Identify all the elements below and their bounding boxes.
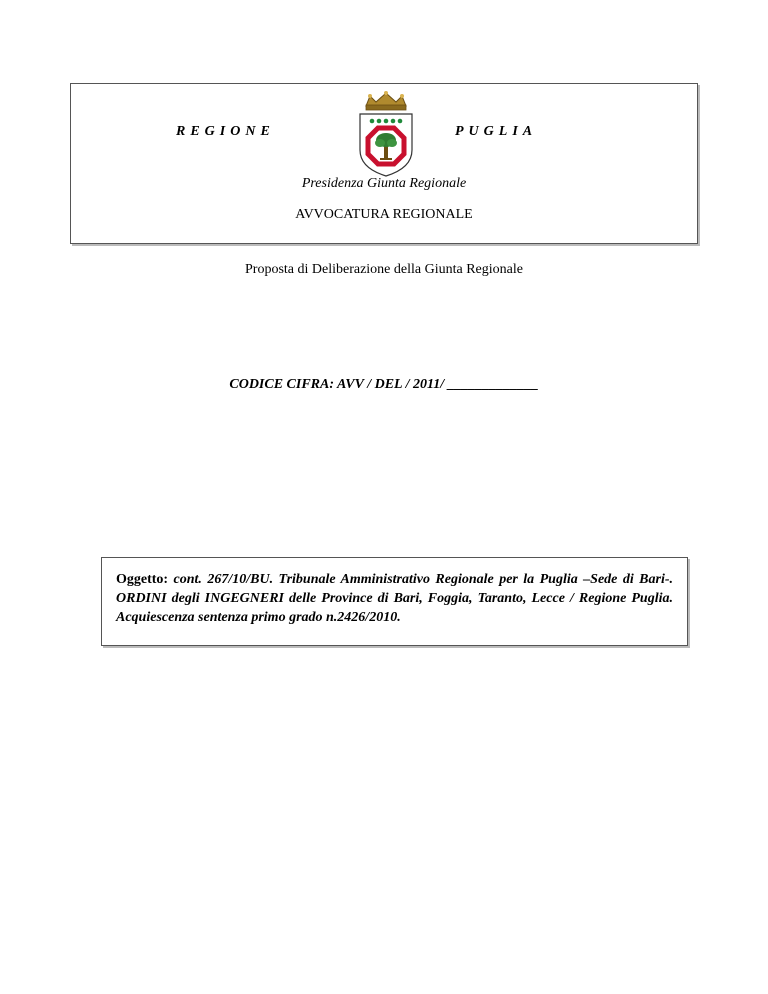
proposta-title: Proposta di Deliberazione della Giunta Regionale bbox=[245, 262, 523, 277]
codice-cifra: CODICE CIFRA: AVV / DEL / 2011/ _____________ bbox=[229, 377, 539, 392]
region-left-label: REGIONE bbox=[176, 124, 275, 139]
oggetto-box bbox=[101, 557, 688, 646]
oggetto-paragraph bbox=[116, 570, 673, 627]
puglia-coat-of-arms-icon bbox=[354, 88, 418, 178]
avvocatura-label: AVVOCATURA REGIONALE bbox=[295, 207, 473, 222]
presidenza-label: Presidenza Giunta Regionale bbox=[301, 176, 467, 191]
header-box bbox=[70, 83, 698, 244]
oggetto-body: cont. 267/10/BU. Tribunale Amministrativo Regionale per la Puglia –Sede di Bari-. ORDINI degli INGEGNERI delle Province di Bari, Foggia, Taranto, Lecce / Regione Puglia. Acquiescenza sentenza primo grado n.2426/2010. bbox=[116, 572, 674, 625]
oggetto-label: Oggetto: bbox=[116, 572, 169, 587]
region-right-label: PUGLIA bbox=[455, 124, 538, 139]
